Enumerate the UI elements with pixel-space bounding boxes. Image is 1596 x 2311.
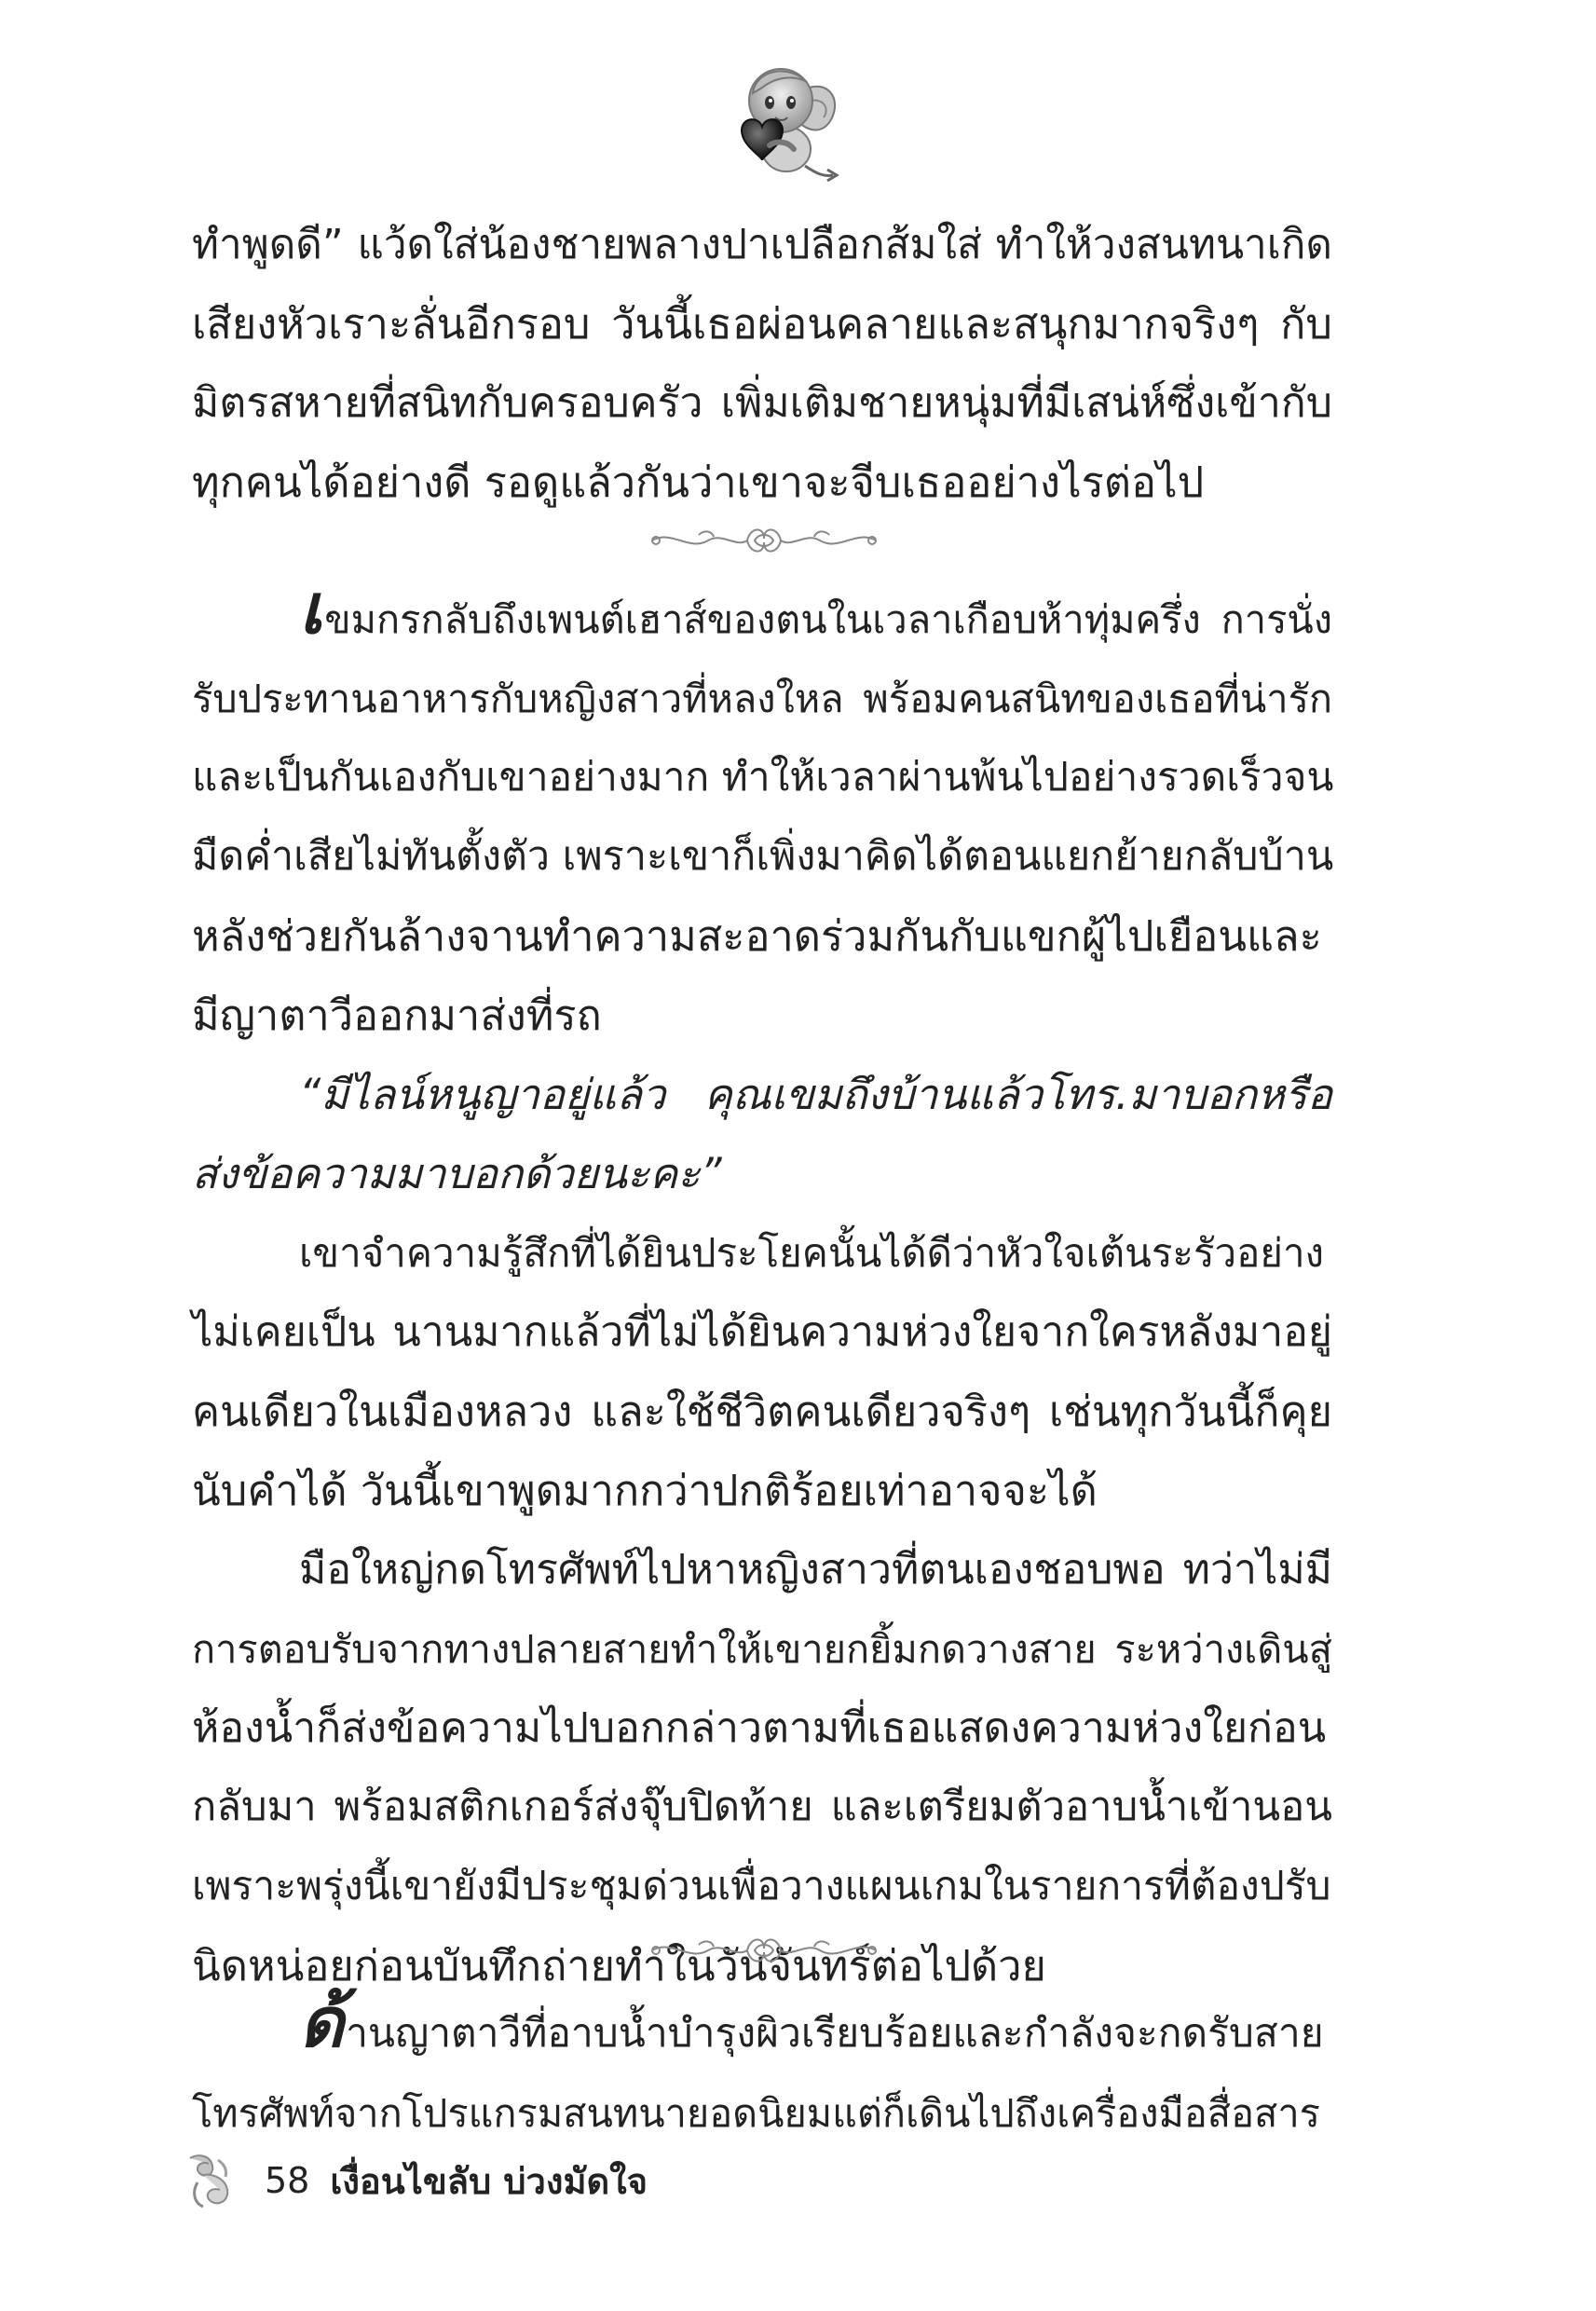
- text-line: คนเดียวในเมืองหลวง และใช้ชีวิตคนเดียวจริงๆ เช่นทุกวันนี้ก็คุย: [192, 1387, 1332, 1436]
- text-line: มิตรสหายที่สนิทกับครอบครัว เพิ่มเติมชายหนุ่มที่มีเสน่ห์ซึ่งเข้ากับ: [192, 379, 1332, 427]
- text-line: รับประทานอาหารกับหญิงสาวที่หลงใหล พร้อมคนสนิทของเธอที่น่ารัก: [192, 676, 1332, 721]
- paragraph-continued: [192, 205, 1332, 522]
- text-line-rest: านญาตาวีที่อาบน้ำบำรุงผิวเรียบร้อยและกำลังจะกดรับสาย: [346, 2011, 1324, 2057]
- book-title: เงื่อนไขลับ บ่วงมัดใจ: [330, 2160, 648, 2202]
- paragraph-first-line: [192, 569, 1332, 659]
- text-line-rest: ขมกรกลับถึงเพนต์เฮาส์ของตนในเวลาเกือบห้าทุ่มครึ่ง การนั่ง: [324, 596, 1332, 642]
- scene-section: [192, 1983, 1332, 2153]
- text-line: มีญาตาวีออกมาส่งที่รถ: [192, 991, 602, 1040]
- text-line: ห้องน้ำก็ส่งข้อความไปบอกกล่าวตามที่เธอแสดงความห่วงใยก่อน: [192, 1704, 1327, 1752]
- text-line: ทุกคนได้อย่างดี รอดูแล้วกันว่าเขาจะจีบเธออย่างไรต่อไป: [192, 458, 1205, 507]
- text-line: นับคำได้ วันนี้เขาพูดมากกว่าปกติร้อยเท่าอาจจะได้: [192, 1466, 1098, 1515]
- cherub-heart-icon: [704, 56, 844, 186]
- text-line: ทำพูดดี” แว้ดใส่น้องชายพลางปาเปลือกส้มใส่ ทำให้วงสนทนาเกิด: [192, 221, 1332, 268]
- text-line: เขาจำความรู้สึกที่ได้ยินประโยคนั้นได้ดีว่าหัวใจเต้นระรัวอย่าง: [299, 1230, 1325, 1276]
- text-line: ไม่เคยเป็น นานมากแล้วที่ไม่ได้ยินความห่วงใยจากใครหลังมาอยู่: [192, 1308, 1332, 1356]
- flourish-ornament: [643, 1932, 885, 1969]
- page-footer: [181, 2148, 648, 2213]
- text-line: มืดค่ำเสียไม่ทันตั้งตัว เพราะเขาก็เพิ่งมาคิดได้ตอนแยกย้ายกลับบ้าน: [192, 833, 1334, 880]
- scene-section: [192, 569, 1334, 2005]
- text-line: นิดหน่อยก่อนบันทึกถ่ายทำในวันจันทร์ต่อไปด้วย: [192, 1941, 1046, 1990]
- text-line: โทรศัพท์จากโปรแกรมสนทนายอดนิยมแต่ก็เดินไปถึงเครื่องมือสื่อสาร: [192, 2090, 1320, 2136]
- drop-cap: ด้: [299, 1983, 345, 2063]
- page-number: 58: [265, 2160, 310, 2201]
- text-line: การตอบรับจากทางปลายสายทำให้เขายกยิ้มกดวางสาย ระหว่างเดินสู่: [192, 1626, 1332, 1672]
- flourish-ornament: [643, 522, 885, 559]
- dialogue-line: ส่งข้อความมาบอกด้วยนะคะ”: [192, 1149, 722, 1198]
- paragraph-first-line: [192, 1983, 1332, 2073]
- text-line: เพราะพรุ่งนี้เขายังมีประชุมด่วนเพื่อวางแผนเกมในรายการที่ต้องปรับ: [192, 1864, 1331, 1909]
- text-line: และเป็นกันเองกับเขาอย่างมาก ทำให้เวลาผ่านพ้นไปอย่างรวดเร็วจน: [192, 755, 1334, 800]
- ribbon-icon: [181, 2151, 237, 2211]
- drop-cap: เ: [299, 569, 323, 650]
- text-line: หลังช่วยกันล้างจานทำความสะอาดร่วมกันกับแขกผู้ไปเยือนและ: [192, 911, 1322, 961]
- text-line: มือใหญ่กดโทรศัพท์ไปหาหญิงสาวที่ตนเองชอบพอ ทว่าไม่มี: [299, 1546, 1332, 1593]
- text-line: เสียงหัวเราะลั่นอีกรอบ วันนี้เธอผ่อนคลายและสนุกมากจริงๆ กับ: [192, 299, 1332, 349]
- text-line: กลับมา พร้อมสติกเกอร์ส่งจุ๊บปิดท้าย และเตรียมตัวอาบน้ำเข้านอน: [192, 1784, 1332, 1830]
- dialogue-line: “มีไลน์หนูญาอยู่แล้ว คุณเขมถึงบ้านแล้วโทร.มาบอกหรือ: [299, 1070, 1332, 1119]
